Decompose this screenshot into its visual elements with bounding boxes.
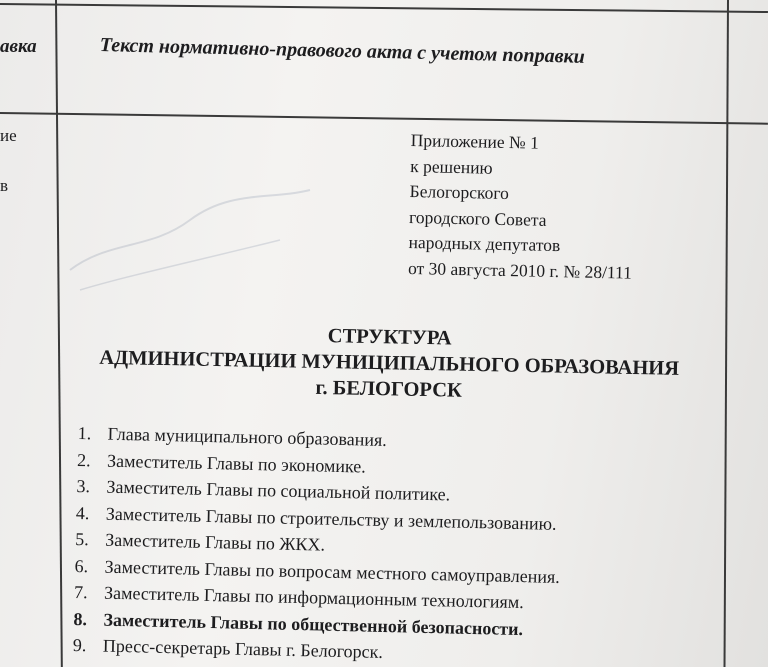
- header-left-fragment: авка: [0, 36, 37, 57]
- list-item: 2. Заместитель Главы по экономике.: [76, 449, 367, 477]
- list-item: 1. Глава муниципального образования.: [77, 422, 388, 451]
- appendix-line: к решению: [410, 155, 493, 178]
- appendix-block: [408, 128, 635, 286]
- list-item: 4. Заместитель Главы по строительству и землепользованию.: [75, 502, 557, 534]
- title-line: г. БЕЛОГОРСК: [315, 376, 463, 402]
- list-item: 6. Заместитель Главы по вопросам местного самоуправления.: [74, 555, 561, 587]
- table-top-border: [0, 3, 768, 13]
- appendix-line: народных депутатов: [408, 231, 561, 256]
- title-line: СТРУКТУРА: [327, 325, 452, 350]
- structure-list: [73, 420, 718, 667]
- list-item-highlighted: 8. Заместитель Главы по общественной безопасности.: [73, 608, 524, 639]
- left-fragment-1: ие: [0, 126, 17, 145]
- title-line: АДМИНИСТРАЦИИ МУНИЦИПАЛЬНОГО ОБРАЗОВАНИЯ: [99, 346, 680, 380]
- table-header-border: [0, 112, 768, 125]
- faint-handwriting-mark: [50, 180, 350, 300]
- header-title: Текст нормативно-правового акта с учетом поправки: [99, 34, 586, 68]
- list-item: 9. Пресс-секретарь Главы г. Белогорск.: [72, 634, 384, 662]
- list-item: 7. Заместитель Главы по информационным технологиям.: [73, 581, 524, 613]
- left-fragment-2: в: [0, 176, 9, 195]
- structure-title: [59, 318, 720, 409]
- appendix-line: городского Совета: [408, 206, 547, 230]
- table-right-border: [724, 0, 729, 667]
- appendix-line: от 30 августа 2010 г. № 28/111: [407, 257, 633, 283]
- appendix-line: Белогорского: [409, 180, 510, 204]
- list-item: 5. Заместитель Главы по ЖКХ.: [75, 528, 326, 555]
- list-item: 3. Заместитель Главы по социальной политике.: [76, 475, 451, 505]
- appendix-line: Приложение № 1: [410, 129, 540, 153]
